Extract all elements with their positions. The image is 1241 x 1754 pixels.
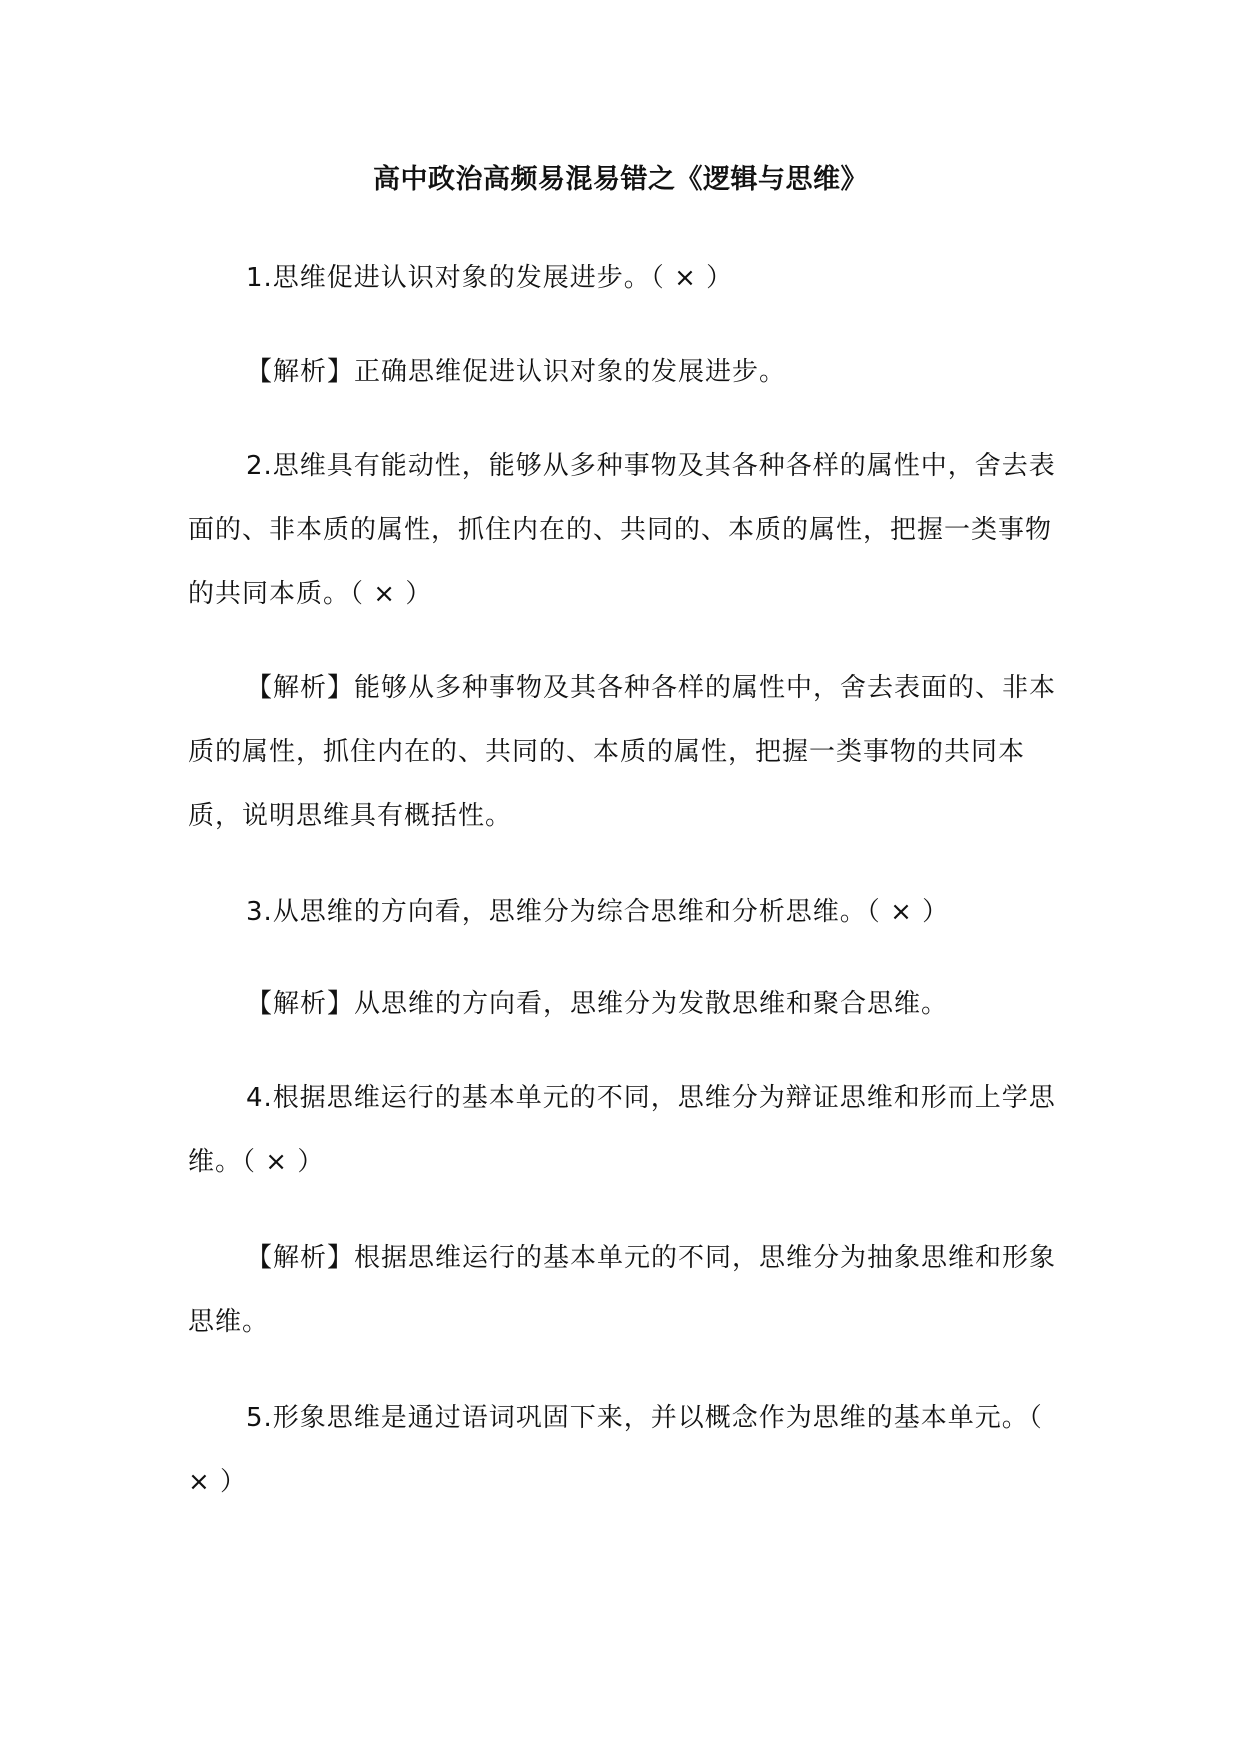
analysis-3: 【解析】从思维的方向看，思维分为发散思维和聚合思维。 [246, 989, 949, 1019]
analysis-2: 【解析】能够从多种事物及其各种各样的属性中，舍去表面的、非本质的属性，抓住内在的、共同的、本质的属性，把握一类事物的共同本质，说明思维具有概括性。 [188, 673, 1057, 831]
question-4: 4.根据思维运行的基本单元的不同，思维分为辩证思维和形而上学思维。（ × ） [188, 1083, 1056, 1177]
analysis-4: 【解析】根据思维运行的基本单元的不同，思维分为抽象思维和形象思维。 [188, 1243, 1057, 1337]
question-3: 3.从思维的方向看，思维分为综合思维和分析思维。（ × ） [246, 897, 950, 927]
question-1: 1.思维促进认识对象的发展进步。（ × ） [246, 263, 734, 293]
document-title: 高中政治高频易混易错之《逻辑与思维》 [373, 164, 868, 195]
question-5: 5.形象思维是通过语词巩固下来，并以概念作为思维的基本单元。（ × ） [188, 1403, 1043, 1497]
analysis-1: 【解析】正确思维促进认识对象的发展进步。 [246, 357, 787, 387]
question-2: 2.思维具有能动性，能够从多种事物及其各种各样的属性中，舍去表面的、非本质的属性，抓住内在的、共同的、本质的属性，把握一类事物的共同本质。（ × ） [188, 451, 1056, 609]
